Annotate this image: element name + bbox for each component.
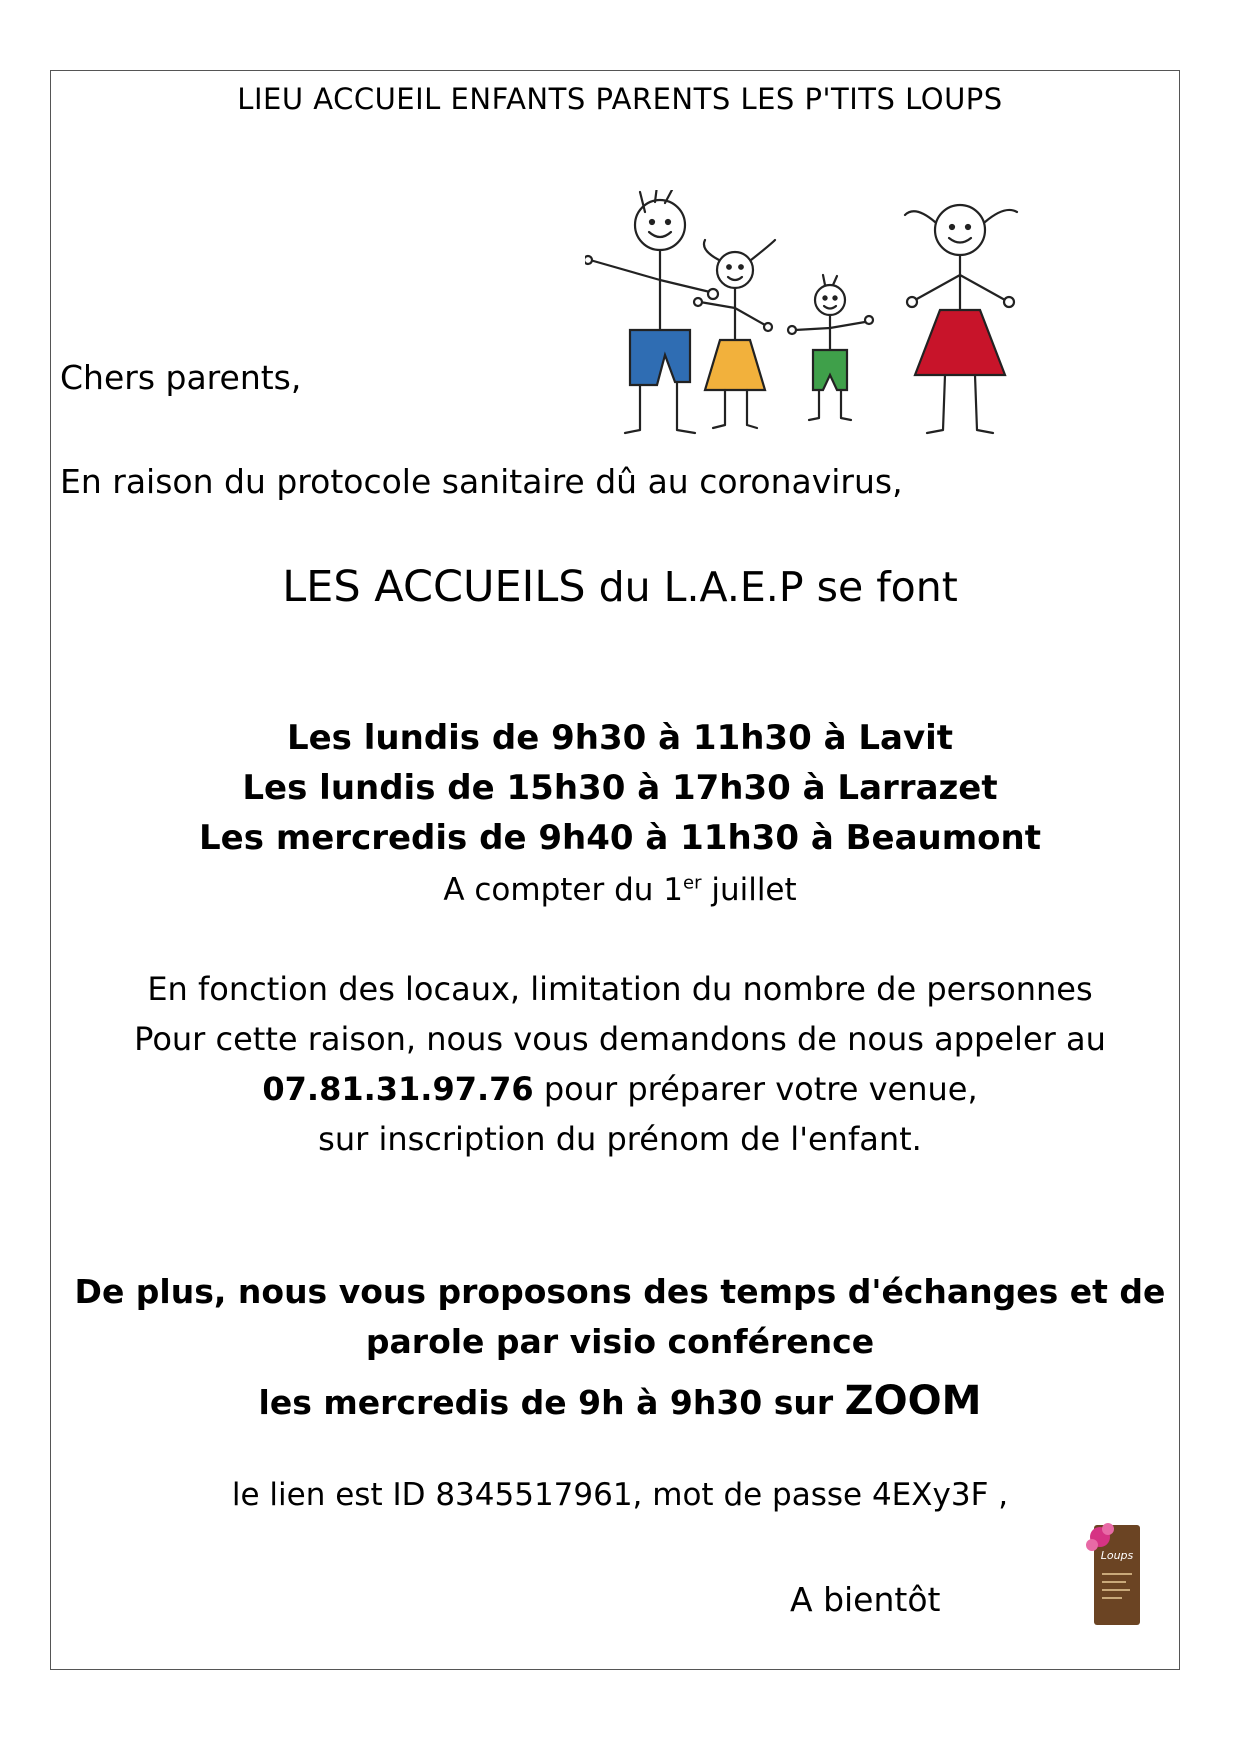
intro-text: En raison du protocole sanitaire dû au coronavirus, (60, 462, 903, 501)
ptits-loups-logo (1082, 1515, 1152, 1630)
schedule-line: Les lundis de 15h30 à 17h30 à Larrazet (242, 768, 998, 808)
visio-line-1: De plus, nous vous proposons des temps d'échanges et de (74, 1272, 1166, 1311)
schedule-line: Les lundis de 9h30 à 11h30 à Lavit (286, 718, 954, 758)
call-text: Pour cette raison, nous vous demandons de nous appeler au (134, 1020, 1106, 1058)
visio-line-3 (0, 1378, 1240, 1424)
girl-figure (694, 240, 775, 428)
document-title: LIEU ACCUEIL ENFANTS PARENTS LES P'TITS LOUPS (237, 82, 1003, 116)
schedule-line: Les mercredis de 9h40 à 11h30 à Beaumont (199, 818, 1041, 858)
register-text: sur inscription du prénom de l'enfant. (318, 1120, 922, 1158)
boy-figure (788, 275, 873, 420)
zoom-credentials: le lien est ID 8345517961, mot de passe 4EXy3F , (231, 1477, 1009, 1513)
visio-prefix: les mercredis de 9h à 9h30 sur (258, 1383, 845, 1422)
visio-line-2: parole par visio conférence (365, 1322, 875, 1361)
family-drawing (585, 190, 1085, 450)
start-sup: er (683, 872, 702, 894)
logo-text: Loups (1100, 1549, 1134, 1562)
phone-line (0, 1070, 1240, 1108)
start-prefix: A compter du 1 (443, 872, 683, 908)
phone-number[interactable]: 07.81.31.97.76 (262, 1070, 534, 1108)
mother-figure (905, 205, 1017, 433)
start-date (0, 872, 1240, 908)
zoom-label: ZOOM (844, 1378, 982, 1424)
closing: A bientôt (790, 1580, 941, 1619)
father-figure (585, 190, 718, 433)
accueils-suffix: du L.A.E.P se font (585, 563, 958, 611)
start-suffix: juillet (701, 872, 797, 908)
accueils-heading (0, 562, 1240, 612)
limit-text: En fonction des locaux, limitation du nombre de personnes (147, 970, 1093, 1008)
greeting: Chers parents, (60, 358, 302, 397)
accueils-prefix: LES ACCUEILS (282, 562, 586, 612)
phone-suffix: pour préparer votre venue, (533, 1070, 978, 1108)
